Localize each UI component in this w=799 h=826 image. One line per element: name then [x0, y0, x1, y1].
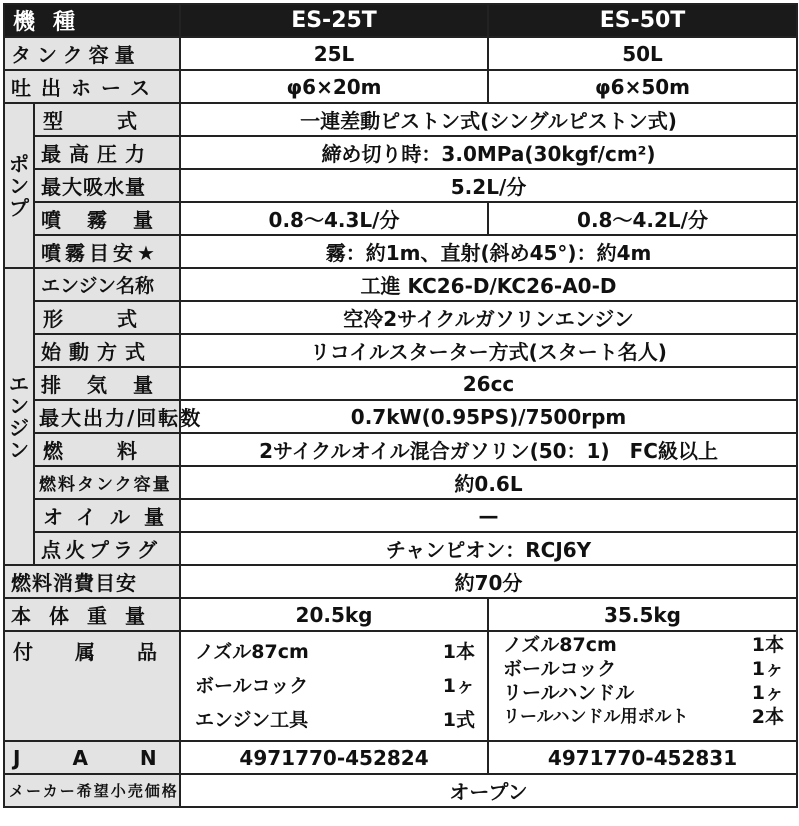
price-value: オープン — [180, 774, 797, 807]
pump-spray-col1: 0.8〜4.3L/分 — [180, 202, 488, 235]
acc1-item-qty: 1ヶ — [442, 675, 476, 697]
engine-fuel-value: 2サイクルオイル混合ガソリン(50：1) FC級以上 — [180, 433, 797, 466]
acc2-item-name: リールハンドル — [503, 682, 635, 704]
engine-displacement-label: 排気量 — [34, 367, 180, 400]
engine-name-label: エンジン名称 — [34, 268, 180, 301]
acc1-item-qty: 1式 — [442, 709, 476, 731]
consumption-label: 燃料消費目安 — [4, 565, 180, 598]
weight-col2: 35.5kg — [488, 598, 797, 631]
engine-start-value: リコイルスターター方式(スタート名人) — [180, 334, 797, 367]
jan-label: JAN — [4, 741, 180, 774]
acc2-item-name: ノズル87cm — [503, 634, 617, 656]
jan-col2: 4971770-452831 — [488, 741, 797, 774]
acc1-item-name: エンジン工具 — [195, 709, 309, 731]
pump-guide-label: 噴霧目安★ — [34, 235, 180, 268]
accessories-label: 付属品 — [4, 631, 180, 741]
engine-output-value: 0.7kW(0.95PS)/7500rpm — [180, 400, 797, 433]
price-label: メーカー希望小売価格 — [4, 774, 180, 807]
engine-fuel-tank-label: 燃料タンク容量 — [34, 466, 180, 499]
pump-guide-value: 霧：約1m、直射(斜め45°)：約4m — [180, 235, 797, 268]
tank-col2: 50L — [488, 37, 797, 70]
acc2-item-qty: 1ヶ — [751, 658, 785, 680]
acc1-item-name: ボールコック — [195, 675, 309, 697]
spec-table — [3, 3, 798, 808]
accessories-col2 — [488, 631, 797, 741]
weight-col1: 20.5kg — [180, 598, 488, 631]
weight-label: 本体重量 — [4, 598, 180, 631]
accessories-col1 — [180, 631, 488, 741]
hose-col2: φ6×50m — [488, 70, 797, 103]
engine-group-label: エンジン — [4, 268, 34, 565]
acc1-item-name: ノズル87cm — [195, 641, 309, 663]
acc2-item-name: ボールコック — [503, 658, 617, 680]
model-es25t: ES-25T — [180, 4, 488, 37]
engine-plug-label: 点火プラグ — [34, 532, 180, 565]
acc2-item-qty: 1ヶ — [751, 682, 785, 704]
model-es50t: ES-50T — [488, 4, 797, 37]
tank-label: タンク容量 — [4, 37, 180, 70]
engine-start-label: 始動方式 — [34, 334, 180, 367]
pump-type-value: 一連差動ピストン式(シングルピストン式) — [180, 103, 797, 136]
engine-oil-label: オイル量 — [34, 499, 180, 532]
acc2-item-qty: 2本 — [751, 706, 785, 728]
engine-fuel-label: 燃料 — [34, 433, 180, 466]
pump-pressure-value: 締め切り時：3.0MPa(30kgf/cm²) — [180, 136, 797, 169]
engine-oil-value: — — [180, 499, 797, 532]
consumption-value: 約70分 — [180, 565, 797, 598]
engine-form-value: 空冷2サイクルガソリンエンジン — [180, 301, 797, 334]
pump-group-label: ポンプ — [4, 103, 34, 268]
engine-plug-value: チャンピオン：RCJ6Y — [180, 532, 797, 565]
acc2-item-name: リールハンドル用ボルト — [503, 707, 689, 727]
tank-col1: 25L — [180, 37, 488, 70]
hose-label: 吐出ホース — [4, 70, 180, 103]
pump-pressure-label: 最高圧力 — [34, 136, 180, 169]
acc2-item-qty: 1本 — [751, 634, 785, 656]
engine-name-value: 工進 KC26-D/KC26-A0-D — [180, 268, 797, 301]
header-label: 機種 — [4, 4, 180, 37]
hose-col1: φ6×20m — [180, 70, 488, 103]
engine-form-label: 形式 — [34, 301, 180, 334]
engine-output-label: 最大出力/回転数 — [34, 400, 180, 433]
pump-type-label: 型式 — [34, 103, 180, 136]
engine-fuel-tank-value: 約0.6L — [180, 466, 797, 499]
pump-spray-label: 噴霧量 — [34, 202, 180, 235]
pump-suction-value: 5.2L/分 — [180, 169, 797, 202]
jan-col1: 4971770-452824 — [180, 741, 488, 774]
engine-displacement-value: 26cc — [180, 367, 797, 400]
pump-suction-label: 最大吸水量 — [34, 169, 180, 202]
pump-spray-col2: 0.8〜4.2L/分 — [488, 202, 797, 235]
acc1-item-qty: 1本 — [442, 641, 476, 663]
